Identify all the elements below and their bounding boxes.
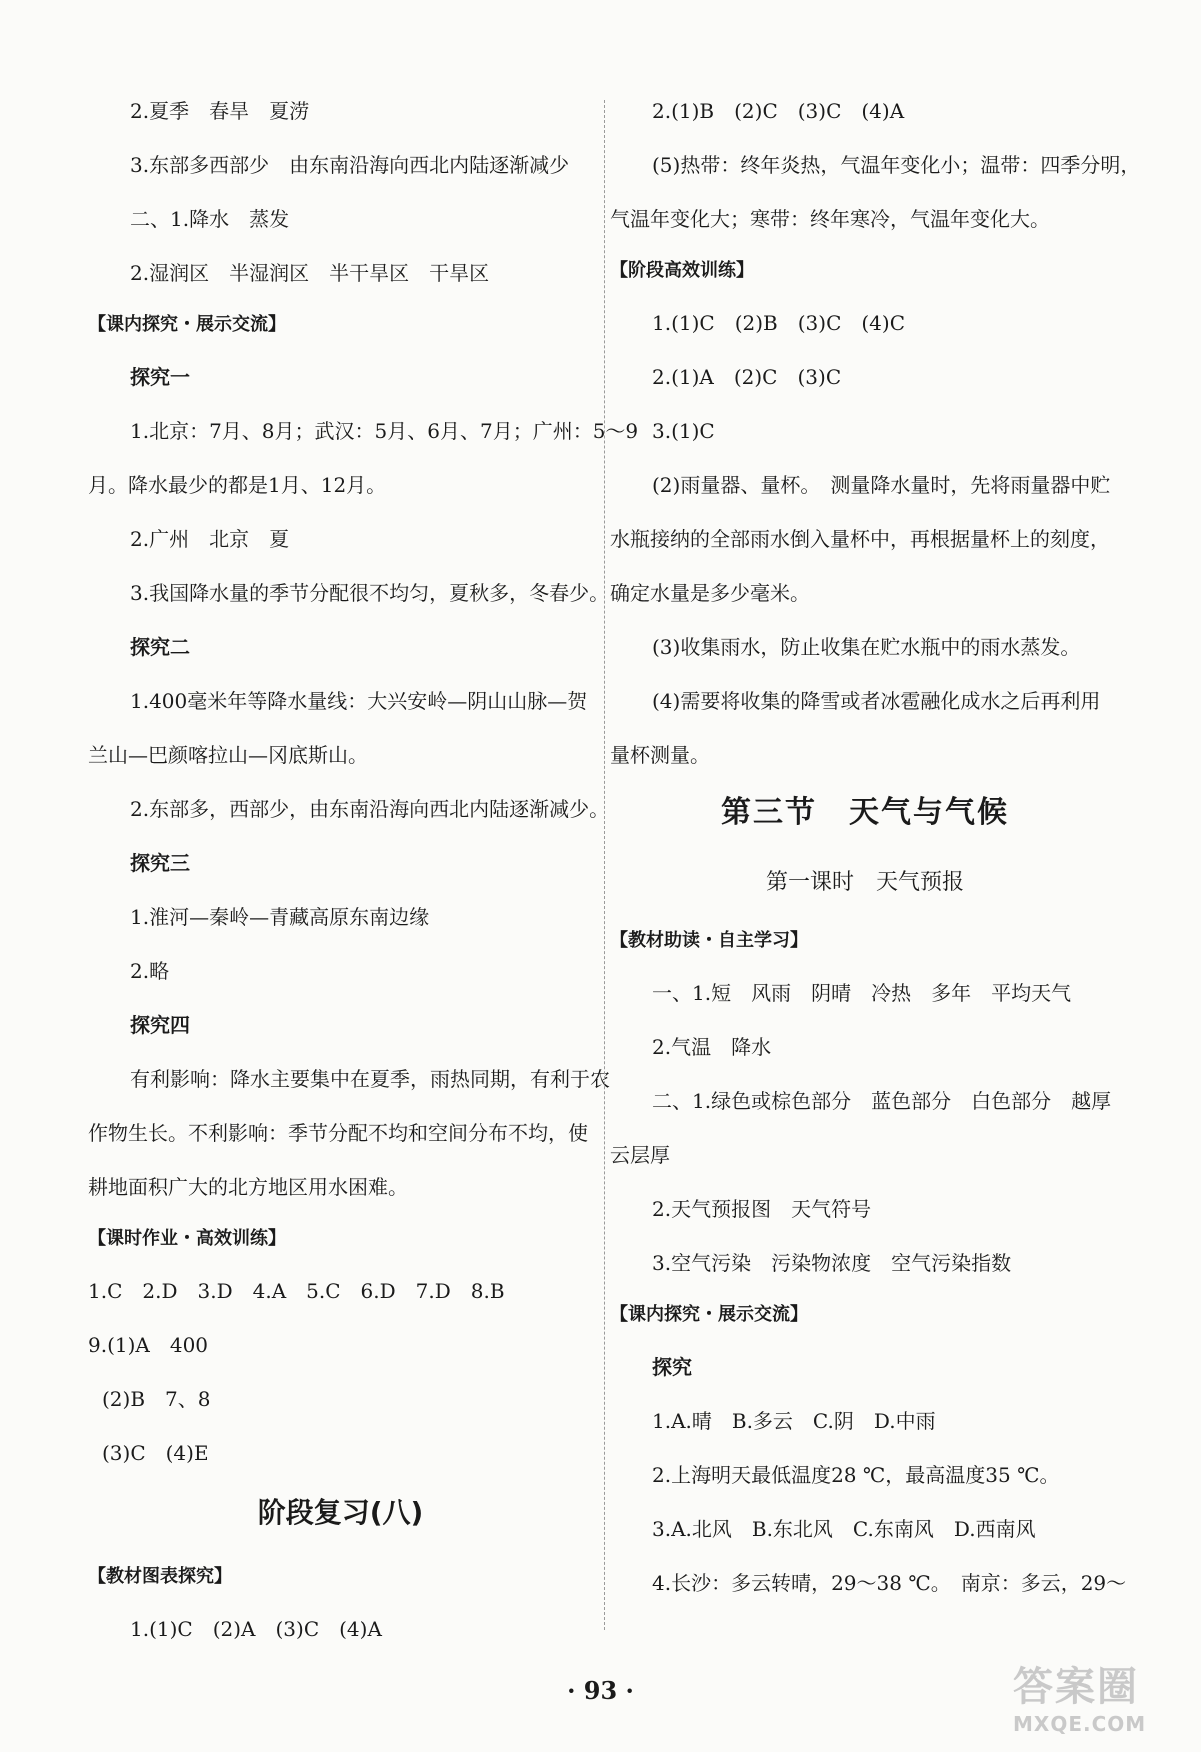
answer-line: 2.(1)B (2)C (3)C (4)A	[652, 99, 905, 123]
answer-line: 气温年变化大；寒带：终年寒冷，气温年变化大。	[610, 207, 1050, 231]
answer-line: (3)C (4)E	[102, 1441, 209, 1465]
answer-line: 2.上海明天最低温度28 ℃，最高温度35 ℃。	[652, 1463, 1060, 1487]
answer-line: 3.A.北风 B.东北风 C.东南风 D.西南风	[652, 1517, 1036, 1541]
answer-line: 4.长沙：多云转晴，29～38 ℃。 南京：多云，29～	[652, 1571, 1127, 1595]
section-heading-explore: 【课内探究・展示交流】	[88, 314, 286, 335]
answer-line: 2.气温 降水	[652, 1035, 772, 1059]
answer-line: 1.C 2.D 3.D 4.A 5.C 6.D 7.D 8.B	[88, 1279, 505, 1303]
answer-line: 确定水量是多少毫米。	[610, 581, 810, 605]
answer-line: 2.(1)A (2)C (3)C	[652, 365, 842, 389]
right-column	[610, 95, 1141, 1621]
answer-line: 1.400毫米年等降水量线：大兴安岭—阴山山脉—贺	[130, 689, 588, 713]
answer-line: 有利影响：降水主要集中在夏季，雨热同期，有利于农	[130, 1067, 610, 1091]
answer-line: 9.(1)A 400	[88, 1333, 209, 1357]
answer-line: (4)需要将收集的降雪或者冰雹融化成水之后再利用	[652, 689, 1101, 713]
section-heading-reading: 【教材助读・自主学习】	[610, 930, 808, 951]
answer-line: 云层厚	[610, 1143, 670, 1167]
page-number: · 93 ·	[567, 1676, 634, 1705]
watermark-logo	[1013, 1655, 1183, 1745]
explore-1-heading: 探究一	[130, 365, 190, 389]
answer-line: 二、1.绿色或棕色部分 蓝色部分 白色部分 越厚	[652, 1089, 1112, 1113]
section-heading-homework: 【课时作业・高效训练】	[88, 1228, 286, 1249]
answer-line: 1.A.晴 B.多云 C.阴 D.中雨	[652, 1409, 936, 1433]
stage-review-title: 阶段复习(八)	[257, 1496, 424, 1529]
answer-line: 2.东部多，西部少，由东南沿海向西北内陆逐渐减少。	[130, 797, 610, 821]
answer-line: 1.北京：7月、8月；武汉：5月、6月、7月；广州：5～9	[130, 419, 639, 443]
answer-line: 1.淮河—秦岭—青藏高原东南边缘	[130, 905, 430, 929]
answer-line: (5)热带：终年炎热，气温年变化小；温带：四季分明，	[652, 153, 1141, 177]
watermark-sub: MXQE.COM	[1013, 1712, 1147, 1736]
answer-line: (3)收集雨水，防止收集在贮水瓶中的雨水蒸发。	[652, 635, 1081, 659]
answer-line: 3.空气污染 污染物浓度 空气污染指数	[652, 1251, 1012, 1275]
answer-line: 月。降水最少的都是1月、12月。	[88, 473, 387, 497]
explore-4-heading: 探究四	[130, 1013, 190, 1037]
explore-2-heading: 探究二	[130, 635, 190, 659]
explore-heading: 探究	[652, 1355, 692, 1379]
column-divider	[604, 100, 605, 1630]
answer-line: 量杯测量。	[610, 743, 710, 767]
lesson-title: 第一课时 天气预报	[765, 870, 964, 895]
answer-line: 2.广州 北京 夏	[130, 527, 290, 551]
section-heading-explore: 【课内探究・展示交流】	[610, 1304, 808, 1325]
answer-line: 2.天气预报图 天气符号	[652, 1197, 872, 1221]
explore-3-heading: 探究三	[130, 851, 190, 875]
answer-line: 水瓶接纳的全部雨水倒入量杯中，再根据量杯上的刻度，	[610, 527, 1110, 551]
section-heading-training: 【阶段高效训练】	[610, 260, 754, 281]
answer-line: 一、1.短 风雨 阴晴 冷热 多年 平均天气	[652, 981, 1072, 1005]
answer-line: 耕地面积广大的北方地区用水困难。	[88, 1175, 408, 1199]
answer-line: 二、1.降水 蒸发	[130, 207, 290, 231]
section-title: 第三节 天气与气候	[721, 795, 1009, 830]
answer-line: (2)B 7、8	[102, 1387, 211, 1411]
answer-line: (2)雨量器、量杯。 测量降水量时，先将雨量器中贮	[652, 473, 1111, 497]
answer-line: 3.(1)C	[652, 419, 715, 443]
watermark-main: 答案圈	[1013, 1664, 1139, 1710]
answer-line: 1.(1)C (2)B (3)C (4)C	[652, 311, 906, 335]
section-heading-chart: 【教材图表探究】	[88, 1566, 232, 1587]
answer-line: 2.略	[130, 959, 170, 983]
answer-line: 兰山—巴颜喀拉山—冈底斯山。	[88, 743, 368, 767]
answer-line: 3.东部多西部少 由东南沿海向西北内陆逐渐减少	[130, 153, 570, 177]
answer-line: 2.夏季 春旱 夏涝	[130, 99, 310, 123]
answer-line: 3.我国降水量的季节分配很不均匀，夏秋多，冬春少。	[130, 581, 610, 605]
answer-line: 2.湿润区 半湿润区 半干旱区 干旱区	[130, 261, 490, 285]
answer-line: 1.(1)C (2)A (3)C (4)A	[130, 1617, 382, 1641]
answer-line: 作物生长。不利影响：季节分配不均和空间分布不均，使	[88, 1121, 588, 1145]
left-column	[88, 95, 639, 1667]
